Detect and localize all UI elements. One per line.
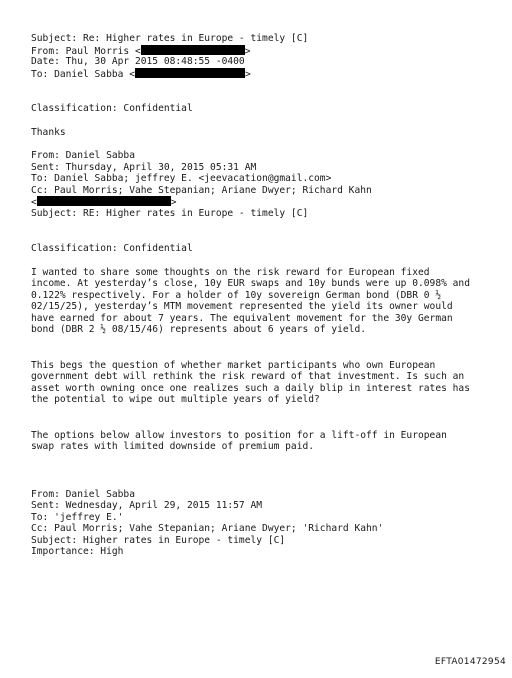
original-to: To: 'jeffrey E.' bbox=[31, 511, 124, 523]
body-paragraph bbox=[31, 430, 491, 453]
forwarded-header bbox=[31, 150, 491, 219]
forwarded-cc: Cc: Paul Morris; Vahe Stepanian; Ariane Dwyer; Richard Kahn bbox=[31, 184, 372, 196]
original-cc: Cc: Paul Morris; Vahe Stepanian; Ariane Dwyer; 'Richard Kahn' bbox=[31, 523, 384, 534]
header-from bbox=[31, 45, 491, 57]
header-date: Date: Thu, 30 Apr 2015 08:48:55 -0400 bbox=[31, 56, 245, 67]
body-line: government debt will rethink the risk reward of that investment. Is such an bbox=[31, 371, 465, 382]
redaction-box bbox=[37, 196, 171, 206]
header-to-end: > bbox=[244, 68, 251, 80]
forwarded-from: From: Daniel Sabba bbox=[31, 150, 135, 161]
classification-label: Classification: Confidential bbox=[31, 103, 193, 114]
header-from-text: From: Paul Morris < bbox=[31, 45, 141, 57]
email-header bbox=[31, 33, 491, 79]
original-sent: Sent: Wednesday, April 29, 2015 11:57 AM bbox=[31, 500, 263, 511]
forwarded-sent: Sent: Thursday, April 30, 2015 05:31 AM bbox=[31, 161, 257, 173]
body-line: This begs the question of whether market participants who own European bbox=[31, 359, 436, 371]
header-to bbox=[31, 68, 491, 80]
body-line: bond (DBR 2 ½ 08/15/46) represents about 6 years of yield. bbox=[31, 324, 367, 335]
email-document bbox=[31, 33, 491, 558]
body-line: 0.122% respectively. For a holder of 10y sovereign German bond (DBR 0 ½ bbox=[31, 289, 442, 301]
body-line: asset worth owning once one realizes such a daily blip in interest rates has bbox=[31, 382, 470, 394]
original-from: From: Daniel Sabba bbox=[31, 488, 135, 500]
body-paragraph bbox=[31, 267, 491, 336]
header-from-end: > bbox=[244, 45, 251, 57]
body-paragraph bbox=[31, 360, 491, 406]
forwarded-to: To: Daniel Sabba; jeffrey E. <jeevacation@gmail.com> bbox=[31, 173, 332, 184]
thanks-text: Thanks bbox=[31, 126, 66, 138]
body-line: 02/15/25), yesterday’s MTM movement represented the yield its owner would bbox=[31, 301, 453, 312]
redaction-box bbox=[135, 68, 245, 78]
classification-label: Classification: Confidential bbox=[31, 243, 193, 254]
body-line: have earned for about 7 years. The equivalent movement for the 30y German bbox=[31, 312, 453, 324]
forwarded-subject: Subject: RE: Higher rates in Europe - timely [C] bbox=[31, 207, 309, 219]
body-line: income. At yesterday’s close, 10y EUR swaps and 10y bunds were up 0.098% and bbox=[31, 278, 470, 289]
redact-close: > bbox=[170, 197, 177, 208]
original-subject: Subject: Higher rates in Europe - timely [C] bbox=[31, 534, 286, 546]
redact-open: < bbox=[31, 197, 37, 208]
body-line: I wanted to share some thoughts on the risk reward for European fixed bbox=[31, 266, 430, 278]
redaction-box bbox=[141, 45, 245, 55]
body-line: swap rates with limited downside of premium paid. bbox=[31, 441, 315, 452]
header-to-text: To: Daniel Sabba < bbox=[31, 68, 135, 80]
original-importance: Importance: High bbox=[31, 546, 124, 557]
body-line: The options below allow investors to position for a lift-off in European bbox=[31, 429, 447, 441]
body-line: the potential to wipe out multiple years of yield? bbox=[31, 394, 320, 405]
forwarded-cc-redacted bbox=[31, 196, 491, 208]
bates-number: EFTA01472954 bbox=[434, 656, 506, 667]
header-subject: Subject: Re: Higher rates in Europe - timely [C] bbox=[31, 33, 309, 44]
original-message-header bbox=[31, 489, 491, 558]
